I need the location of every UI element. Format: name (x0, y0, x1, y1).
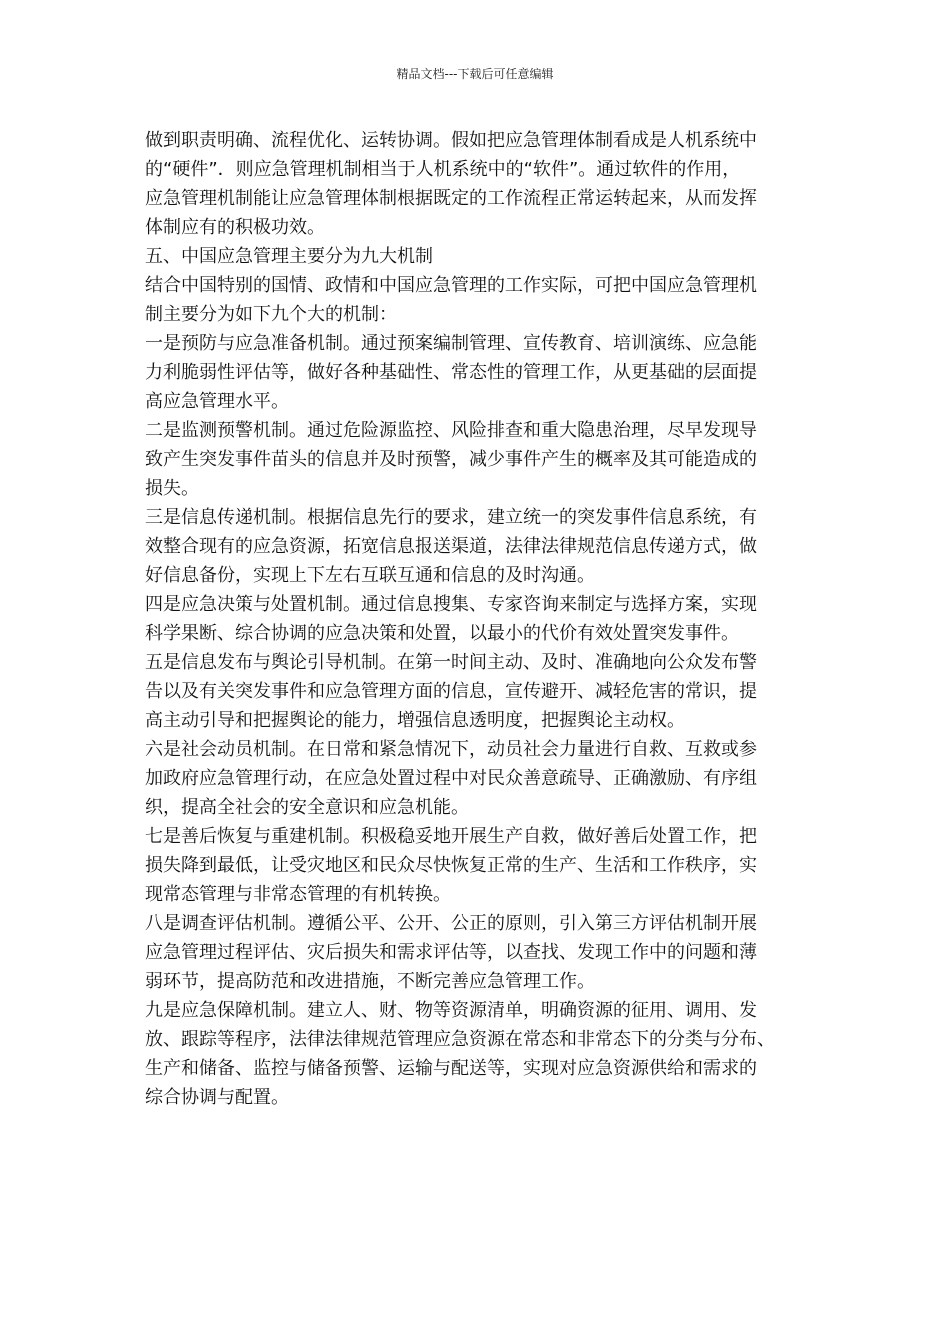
text-line: 效整合现有的应急资源，拓宽信息报送渠道，法律法律规范信息传递方式，做 (145, 536, 757, 557)
text-line: 高主动引导和把握舆论的能力，增强信息透明度，把握舆论主动权。 (145, 710, 685, 731)
text-line: 致产生突发事件苗头的信息并及时预警，减少事件产生的概率及其可能造成的 (145, 449, 757, 470)
text-line: 体制应有的积极功效。 (145, 217, 325, 238)
paragraph-mechanism-6 (145, 735, 810, 822)
text-line: 现常态管理与非常态管理的有机转换。 (145, 884, 451, 905)
section-heading (145, 242, 810, 271)
text-line: 加政府应急管理行动，在应急处置过程中对民众善意疏导、正确激励、有序组 (145, 768, 757, 789)
text-line: 九是应急保障机制。建立人、财、物等资源清单，明确资源的征用、调用、发 (145, 1000, 757, 1021)
text-line: 六是社会动员机制。在日常和紧急情况下，动员社会力量进行自救、互救或参 (145, 739, 757, 760)
text-line: 织，提高全社会的安全意识和应急机能。 (145, 797, 469, 818)
paragraph-mechanism-4 (145, 590, 810, 648)
text-line: 弱环节，提高防范和改进措施，不断完善应急管理工作。 (145, 971, 595, 992)
text-line: 八是调查评估机制。遵循公平、公开、公正的原则，引入第三方评估机制开展 (145, 913, 757, 934)
text-line: 五、中国应急管理主要分为九大机制 (145, 246, 433, 267)
paragraph-mechanism-2 (145, 416, 810, 503)
text-line: 高应急管理水平。 (145, 391, 289, 412)
text-line: 力利脆弱性评估等，做好各种基础性、常态性的管理工作，从更基础的层面提 (145, 362, 757, 383)
text-line: 损失。 (145, 478, 199, 499)
paragraph-overview (145, 271, 810, 329)
text-line: 四是应急决策与处置机制。通过信息搜集、专家咨询来制定与选择方案，实现 (145, 594, 757, 615)
paragraph-mechanism-9 (145, 996, 810, 1112)
text-line: 放、跟踪等程序，法律法律规范管理应急资源在常态和非常态下的分类与分布、 (145, 1029, 775, 1050)
text-line: 应急管理过程评估、灾后损失和需求评估等，以查找、发现工作中的问题和薄 (145, 942, 757, 963)
text-line: 损失降到最低，让受灾地区和民众尽快恢复正常的生产、生活和工作秩序，实 (145, 855, 757, 876)
text-line: 好信息备份，实现上下左右互联互通和信息的及时沟通。 (145, 565, 595, 586)
text-line: 结合中国特别的国情、政情和中国应急管理的工作实际，可把中国应急管理机 (145, 275, 757, 296)
text-line: 生产和储备、监控与储备预警、运输与配送等，实现对应急资源供给和需求的 (145, 1058, 757, 1079)
text-line: 三是信息传递机制。根据信息先行的要求，建立统一的突发事件信息系统，有 (145, 507, 757, 528)
text-line: 制主要分为如下九个大的机制： (145, 304, 397, 325)
text-line: 的“硬件”．则应急管理机制相当于人机系统中的“软件”。通过软件的作用， (145, 159, 741, 180)
text-line: 告以及有关突发事件和应急管理方面的信息，宣传避开、减轻危害的常识，提 (145, 681, 757, 702)
paragraph-mechanism-5 (145, 648, 810, 735)
paragraph-mechanism-7 (145, 822, 810, 909)
text-line: 二是监测预警机制。通过危险源监控、风险排查和重大隐患治理，尽早发现导 (145, 420, 757, 441)
text-line: 科学果断、综合协调的应急决策和处置，以最小的代价有效处置突发事件。 (145, 623, 739, 644)
paragraph-mechanism-8 (145, 909, 810, 996)
paragraph-mechanism-1 (145, 329, 810, 416)
text-line: 五是信息发布与舆论引导机制。在第一时间主动、及时、准确地向公众发布警 (145, 652, 757, 673)
page-header: 精品文档---下载后可任意编辑 (396, 67, 554, 81)
paragraph-mechanism-3 (145, 503, 810, 590)
document-body (145, 126, 810, 1112)
text-line: 应急管理机制能让应急管理体制根据既定的工作流程正常运转起来，从而发挥 (145, 188, 757, 209)
text-line: 七是善后恢复与重建机制。积极稳妥地开展生产自救，做好善后处置工作，把 (145, 826, 757, 847)
text-line: 一是预防与应急准备机制。通过预案编制管理、宣传教育、培训演练、应急能 (145, 333, 757, 354)
text-line: 综合协调与配置。 (145, 1087, 289, 1108)
paragraph-intro-continued (145, 126, 810, 242)
text-line: 做到职责明确、流程优化、运转协调。假如把应急管理体制看成是人机系统中 (145, 130, 757, 151)
